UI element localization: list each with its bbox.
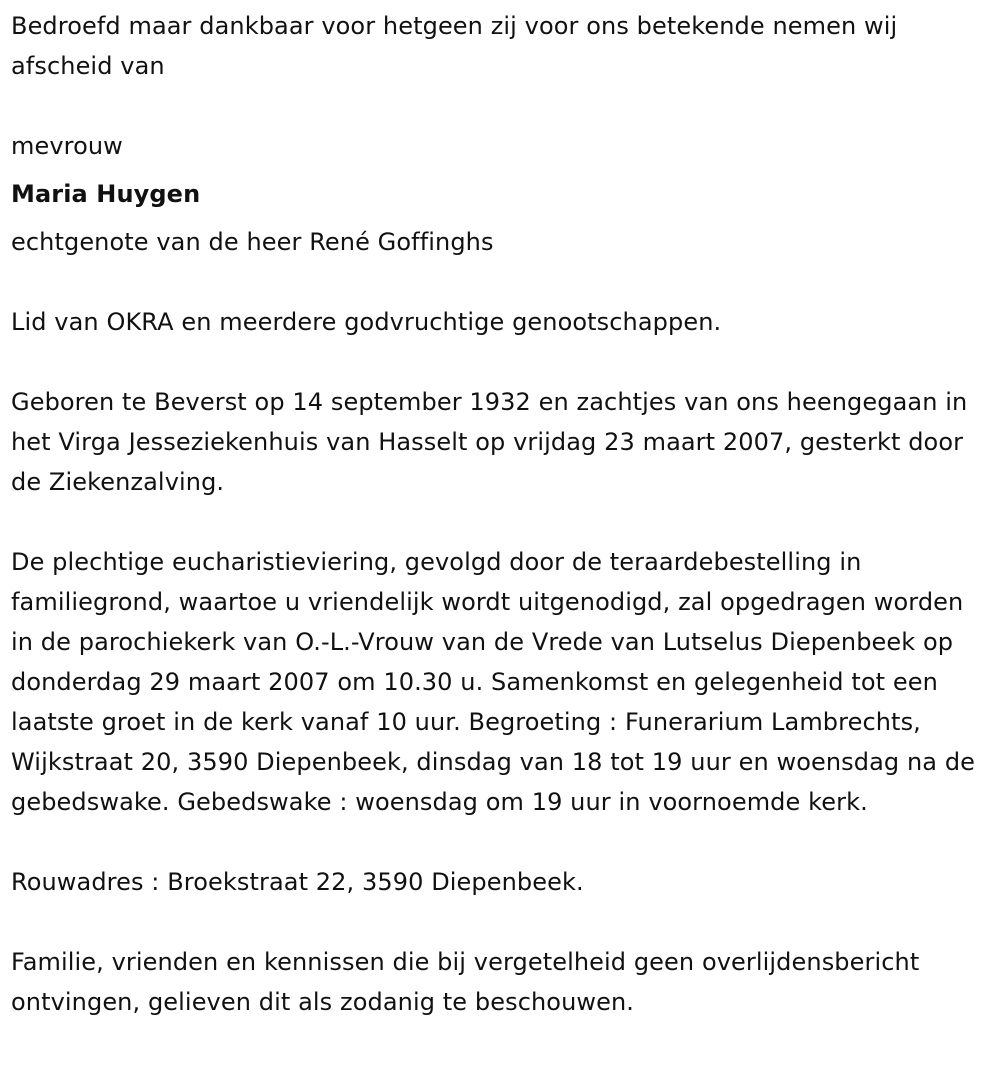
spacer — [11, 502, 993, 542]
membership-line: Lid van OKRA en meerdere godvruchtige genootschappen. — [11, 308, 722, 336]
spacer — [11, 86, 993, 126]
mourning-address: Rouwadres : Broekstraat 22, 3590 Diepenbeek. — [11, 868, 584, 896]
ceremony-paragraph: De plechtige eucharistieviering, gevolgd door de teraardebestelling in familiegrond, waartoe u vriendelijk wordt uitgenodigd, zal opgedragen worden in de parochiekerk van O.-L.-Vrouw van de Vrede van Lutselus Diepenbeek op donderdag 29 maart 2007 om 10.30 u. Samenkomst en gelegenheid tot een laatste groet in de kerk vanaf 10 uur. Begroeting : Funerarium Lambrechts, Wijkstraat 20, 3590 Diepenbeek, dinsdag van 18 tot 19 uur en woensdag na de gebedswake. Gebedswake : woensdag om 19 uur in voornoemde kerk. — [11, 548, 976, 816]
deceased-name: Maria Huygen — [11, 180, 201, 208]
closing-paragraph: Familie, vrienden en kennissen die bij vergetelheid geen overlijdensbericht ontvingen, gelieven dit als zodanig te beschouwen. — [11, 948, 920, 1016]
spacer — [11, 822, 993, 862]
spacer — [11, 262, 993, 302]
birth-death-paragraph: Geboren te Beverst op 14 september 1932 en zachtjes van ons heengegaan in het Virga Jesseziekenhuis van Hasselt op vrijdag 23 maart 2007, gesterkt door de Ziekenzalving. — [11, 388, 968, 496]
spouse-line: echtgenote van de heer René Goffinghs — [11, 228, 494, 256]
spacer — [11, 342, 993, 382]
intro-text: Bedroefd maar dankbaar voor hetgeen zij voor ons betekende nemen wij afscheid van — [11, 12, 898, 80]
honorific: mevrouw — [11, 132, 123, 160]
spacer — [11, 902, 993, 942]
obituary-notice — [11, 6, 993, 1022]
